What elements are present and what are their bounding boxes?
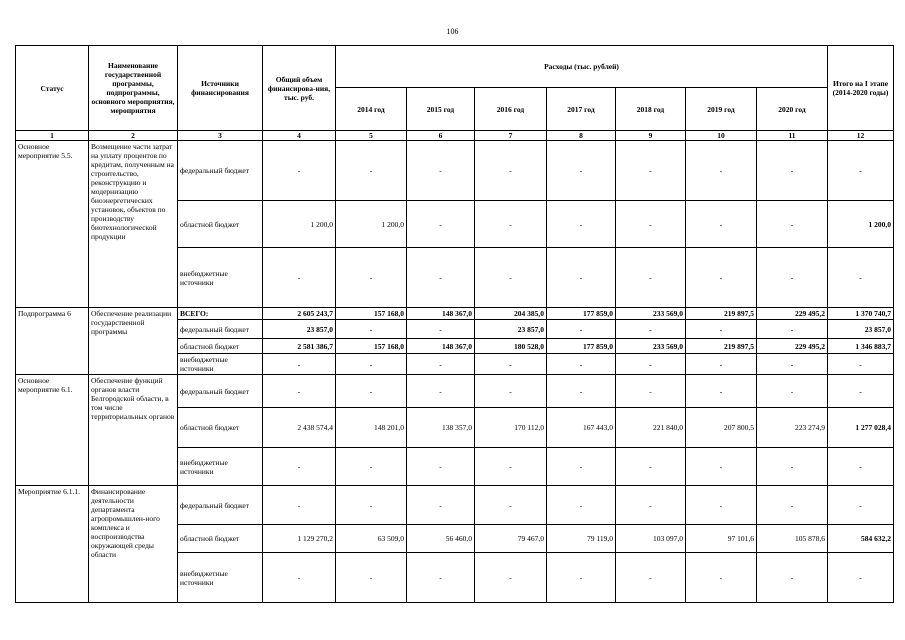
table-row [16, 308, 894, 320]
value-cell: - [547, 448, 616, 486]
value-cell: - [686, 201, 757, 248]
header-year: 2014 год [336, 88, 407, 131]
header-year: 2016 год [475, 88, 547, 131]
value-cell: - [616, 248, 686, 308]
source-cell: федеральный бюджет [178, 375, 263, 408]
value-cell: - [475, 486, 547, 525]
value-cell: 219 897,5 [686, 308, 757, 320]
source-cell: внебюджетные источники [178, 354, 263, 375]
header-year: 2020 год [757, 88, 828, 131]
value-cell: 229 495,2 [757, 339, 828, 354]
value-cell: - [757, 486, 828, 525]
value-cell: - [407, 201, 475, 248]
value-cell: - [407, 486, 475, 525]
value-cell: - [828, 448, 894, 486]
value-cell: - [757, 448, 828, 486]
status-cell: Основное мероприятие 6.1. [16, 375, 89, 486]
value-cell: 170 112,0 [475, 408, 547, 448]
value-cell: 23 857,0 [263, 320, 336, 339]
value-cell: - [263, 354, 336, 375]
value-cell: - [263, 448, 336, 486]
value-cell: - [547, 375, 616, 408]
value-cell: 138 357,0 [407, 408, 475, 448]
value-cell: - [547, 553, 616, 603]
source-cell: областной бюджет [178, 339, 263, 354]
source-cell: областной бюджет [178, 201, 263, 248]
value-cell: 105 878,6 [757, 525, 828, 553]
value-cell: - [407, 248, 475, 308]
value-cell: - [616, 354, 686, 375]
value-cell: - [263, 486, 336, 525]
col-number: 1 [16, 131, 89, 141]
value-cell: - [686, 553, 757, 603]
source-cell: ВСЕГО: [178, 308, 263, 320]
value-cell: - [686, 141, 757, 201]
value-cell: - [336, 141, 407, 201]
value-cell: - [686, 354, 757, 375]
value-cell: 79 119,0 [547, 525, 616, 553]
value-cell: - [686, 486, 757, 525]
col-number: 11 [757, 131, 828, 141]
column-numbers-row [16, 131, 894, 141]
value-cell: - [686, 448, 757, 486]
value-cell: - [616, 320, 686, 339]
source-cell: внебюджетные источники [178, 448, 263, 486]
financing-table [15, 45, 894, 603]
value-cell: - [547, 201, 616, 248]
value-cell: 157 168,0 [336, 308, 407, 320]
status-cell: Подпрограмма 6 [16, 308, 89, 375]
value-cell: - [336, 486, 407, 525]
value-cell: 229 495,2 [757, 308, 828, 320]
value-cell: 221 840,0 [616, 408, 686, 448]
source-cell: федеральный бюджет [178, 486, 263, 525]
value-cell: - [547, 320, 616, 339]
col-number: 10 [686, 131, 757, 141]
source-cell: федеральный бюджет [178, 141, 263, 201]
value-cell: 1 200,0 [263, 201, 336, 248]
value-cell: - [828, 354, 894, 375]
value-cell: 1 346 883,7 [828, 339, 894, 354]
value-cell: - [828, 248, 894, 308]
value-cell: 180 528,0 [475, 339, 547, 354]
value-cell: - [757, 248, 828, 308]
value-cell: - [616, 486, 686, 525]
value-cell: 1 200,0 [336, 201, 407, 248]
source-cell: внебюджетные источники [178, 553, 263, 603]
value-cell: 148 367,0 [407, 339, 475, 354]
value-cell: - [407, 141, 475, 201]
name-cell: Финансирование деятельности департамента агропромышлен-ного комплекса и воспроизводства окружающей среды области [89, 486, 178, 603]
value-cell: - [686, 320, 757, 339]
value-cell: - [407, 354, 475, 375]
header-status: Статус [16, 46, 89, 131]
value-cell: 1 129 270,2 [263, 525, 336, 553]
value-cell: 1 277 028,4 [828, 408, 894, 448]
value-cell: - [263, 553, 336, 603]
value-cell: - [828, 553, 894, 603]
value-cell: - [547, 354, 616, 375]
table-row [16, 141, 894, 201]
value-cell: - [475, 201, 547, 248]
value-cell: - [547, 248, 616, 308]
value-cell: 148 201,0 [336, 408, 407, 448]
value-cell: 219 897,5 [686, 339, 757, 354]
col-number: 6 [407, 131, 475, 141]
header-year: 2017 год [547, 88, 616, 131]
value-cell: 177 859,0 [547, 308, 616, 320]
status-cell: Мероприятие 6.1.1. [16, 486, 89, 603]
value-cell: - [616, 141, 686, 201]
value-cell: 97 101,6 [686, 525, 757, 553]
value-cell: 2 605 243,7 [263, 308, 336, 320]
name-cell: Обеспечение функций органов власти Белгородской области, в том числе территориальных органов [89, 375, 178, 486]
col-number: 8 [547, 131, 616, 141]
name-cell: Возмещение части затрат на уплату процентов по кредитам, полученным на строительство, реконструкцию и модернизацию биоэнергетических установок, объектов по производству биотехнологической продукции [89, 141, 178, 308]
value-cell: 103 097,0 [616, 525, 686, 553]
value-cell: - [547, 486, 616, 525]
header-sources: Источники финансирования [178, 46, 263, 131]
value-cell: - [828, 375, 894, 408]
value-cell: - [757, 553, 828, 603]
value-cell: - [757, 201, 828, 248]
value-cell: 2 438 574,4 [263, 408, 336, 448]
value-cell: - [616, 553, 686, 603]
value-cell: - [475, 553, 547, 603]
value-cell: - [475, 354, 547, 375]
col-number: 12 [828, 131, 894, 141]
col-number: 2 [89, 131, 178, 141]
col-number: 5 [336, 131, 407, 141]
value-cell: 167 443,0 [547, 408, 616, 448]
value-cell: - [616, 201, 686, 248]
value-cell: - [407, 448, 475, 486]
source-cell: внебюджетные источники [178, 248, 263, 308]
value-cell: 223 274,9 [757, 408, 828, 448]
value-cell: - [336, 553, 407, 603]
source-cell: федеральный бюджет [178, 320, 263, 339]
value-cell: - [757, 141, 828, 201]
value-cell: - [336, 248, 407, 308]
value-cell: - [686, 248, 757, 308]
value-cell: - [263, 141, 336, 201]
source-cell: областной бюджет [178, 525, 263, 553]
value-cell: - [828, 141, 894, 201]
value-cell: 584 632,2 [828, 525, 894, 553]
header-stage-total: Итого на I этапе (2014-2020 годы) [828, 46, 894, 131]
value-cell: 233 569,0 [616, 308, 686, 320]
value-cell: - [336, 320, 407, 339]
header-year: 2015 год [407, 88, 475, 131]
value-cell: 1 200,0 [828, 201, 894, 248]
status-cell: Основное мероприятие 5.5. [16, 141, 89, 308]
value-cell: 204 385,0 [475, 308, 547, 320]
value-cell: 23 857,0 [475, 320, 547, 339]
table-row [16, 375, 894, 408]
value-cell: - [263, 248, 336, 308]
value-cell: 63 509,0 [336, 525, 407, 553]
value-cell: 233 569,0 [616, 339, 686, 354]
value-cell: - [336, 354, 407, 375]
value-cell: 207 800,5 [686, 408, 757, 448]
value-cell: 177 859,0 [547, 339, 616, 354]
header-expenses: Расходы (тыс. рублей) [336, 46, 828, 88]
header-total: Общий объем финансирова-ния, тыс. руб. [263, 46, 336, 131]
value-cell: - [336, 448, 407, 486]
header-year: 2018 год [616, 88, 686, 131]
value-cell: - [407, 375, 475, 408]
value-cell: 157 168,0 [336, 339, 407, 354]
header-name: Наименование государственной программы, подпрограммы, основного мероприятия, мероприятия [89, 46, 178, 131]
value-cell: - [475, 141, 547, 201]
value-cell: - [828, 486, 894, 525]
value-cell: - [407, 320, 475, 339]
value-cell: 79 467,0 [475, 525, 547, 553]
header-year: 2019 год [686, 88, 757, 131]
value-cell: 1 370 740,7 [828, 308, 894, 320]
value-cell: 56 460,0 [407, 525, 475, 553]
source-cell: областной бюджет [178, 408, 263, 448]
value-cell: 148 367,0 [407, 308, 475, 320]
table-row [16, 486, 894, 525]
value-cell: - [475, 375, 547, 408]
col-number: 7 [475, 131, 547, 141]
value-cell: - [475, 248, 547, 308]
value-cell: - [547, 141, 616, 201]
col-number: 9 [616, 131, 686, 141]
col-number: 4 [263, 131, 336, 141]
col-number: 3 [178, 131, 263, 141]
value-cell: 23 857,0 [828, 320, 894, 339]
value-cell: - [757, 320, 828, 339]
page-number: 106 [446, 27, 459, 36]
value-cell: 2 581 386,7 [263, 339, 336, 354]
value-cell: - [757, 375, 828, 408]
value-cell: - [686, 375, 757, 408]
value-cell: - [616, 448, 686, 486]
value-cell: - [757, 354, 828, 375]
value-cell: - [336, 375, 407, 408]
value-cell: - [475, 448, 547, 486]
value-cell: - [263, 375, 336, 408]
value-cell: - [616, 375, 686, 408]
name-cell: Обеспечение реализации государственной программы [89, 308, 178, 375]
value-cell: - [407, 553, 475, 603]
